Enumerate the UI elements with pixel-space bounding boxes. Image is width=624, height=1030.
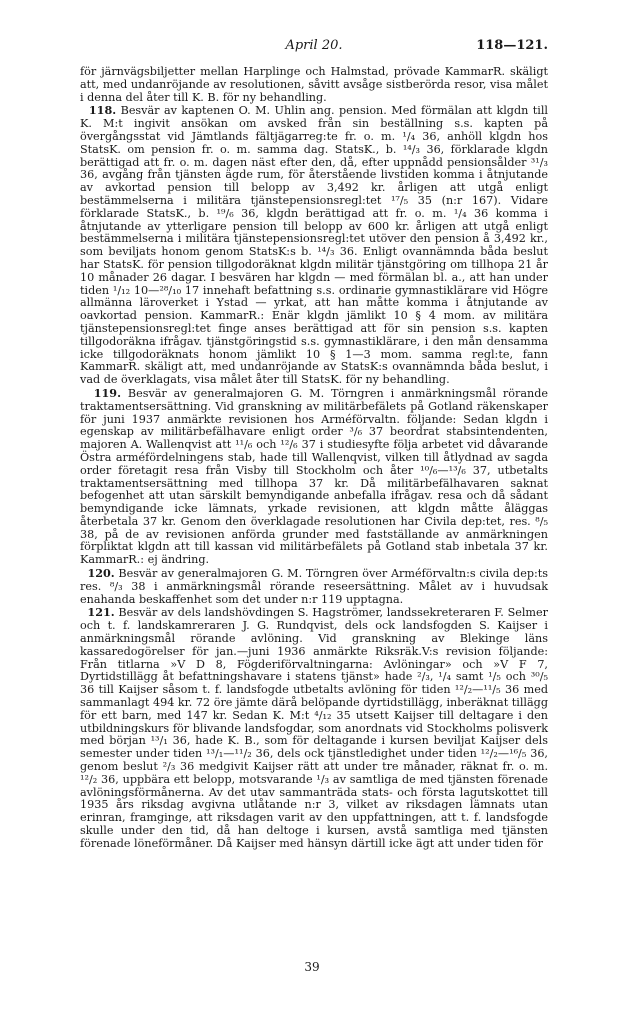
paragraph-118 [80,104,548,387]
paragraph-continued [80,66,548,104]
section-range: 118—121. [476,38,548,53]
page-number: 39 [304,960,320,974]
paragraph-number: 121. [87,605,115,620]
paragraph-121 [80,606,548,850]
paragraph-number: 119. [93,385,121,400]
paragraph-number: 120. [87,566,115,581]
document-body [80,66,548,851]
paragraph-text: Besvär av generalmajoren G. M. Törngren i anmärkningsmål rörande traktamentsersättning. Vid granskning av militärbefälets på Gotland räkenskaper för juni 1937 anmärkte revisionen hos Arméförvaltn. följande: Sedan klgdn i egenskap av militärbefälhavare enligt order ³/₆ 37 beordrat stabsintendenten, majoren A. Wallenqvist att ¹¹/₆ och ¹²/₆ 37 i studiesyfte följa arbetet vid dåvarande Östra arméfördelningens stab, hade till Wallenqvist, vilken till åtlydnad av sagda order företagit resa från Visby till Stockholm och åter ¹⁰/₆—¹³/₆ 37, utbetalts traktamentsersättning med tillhopa 37 kr. Då militärbefälhavaren saknat befogenhet att utan särskilt bemyndigande anbefalla ifrågav. resa och då sådant bemyndigande icke lämnats, yrkade revisionen, att klgdn måtte åläggas återbetala 37 kr. Genom den överklagade resolutionen har Civila dep:tet, res. ⁸/₅ 38, på de av revisionen anförda grunder med fastställande av anmärkningen förpliktat klgdn att till kassan vid militärbefälets på Gotland stab inbetala 37 kr. KammarR.: ej ändring. [80,386,548,567]
paragraph-120 [80,567,548,606]
paragraph-text: Besvär av generalmajoren G. M. Törngren över Arméförvaltn:s civila dep:ts res. ⁸/₃ 38 i anmärkningsmål rörande reseersättning. Målet av i huvudsak enahanda beskaffenhet som det under n:r 119 upptagna. [80,567,548,606]
paragraph-text: Besvär av dels landshövdingen S. Hagströmer, landssekreteraren F. Selmer och t. f. landskamreraren J. G. Rundqvist, dels ock landsfogden S. Kaijser i anmärkningsmål rörande avlöning. Vid granskning av Blekinge läns kassaredogörelser för jan.—juni 1936 anmärkte Riksräk.V:s revision följande: Från titlarna »V D 8, Fögderiförvaltningarna: Avlöningar» och »V F 7, Dyrtidstillägg åt befattningshavare i statens tjänst» hade ²/₃, ¹/₄ samt ¹/₅ och ³⁰/₅ 36 till Kaijser såsom t. f. landsfogde utbetalts avlöning för tiden ¹²/₂—¹¹/₅ 36 med sammanlagt 494 kr. 72 öre jämte därå belöpande dyrtidstillägg, inberäknat tillägg för ett barn, med 147 kr. Sedan K. M:t ⁴/₁₂ 35 utsett Kaijser till deltagare i den utbildningskurs för blivande landsfogdar, som anordnats vid Stockholms polisverk med början ¹³/₁ 36, hade K. B., som för deltagande i kursen beviljat Kaijser dels semester under tiden ¹³/₁—¹¹/₂ 36, dels ock tjänstledighet under tiden ¹²/₂—¹⁶/₅ 36, genom beslut ²/₃ 36 medgivit Kaijser rätt att under tre månader, räknat fr. o. m. ¹²/₂ 36, uppbära ett belopp, motsvarande ¹/₃ av samtliga de med tjänsten förenade avlöningsförmånerna. Av det utav sammanträda stats- och första lagutskottet till 1935 års riksdag avgivna utlåtande n:r 3, vilket av riksdagen lämnats utan erinran, framginge, att riksdagen varit av den uppfattningen, att t. f. landsfogde skulle under den tid, då han deltoge i kursen, avstå samtliga med tjänsten förenade löneförmåner. Då Kaijser med hänsyn därtill icke ägt att under tiden för [80,606,549,850]
paragraph-number: 118. [88,103,117,118]
paragraph-text: Besvär av kaptenen O. M. Uhlin ang. pension. Med förmälan att klgdn till K. M:t ingivit ansökan om avsked från sin beställning s.s. kapten på övergångsstat vid Jämtlands fältjägarreg:te fr. o. m. ¹/₄ 36, anhöll klgdn hos StatsK. om pension fr. o. m. samma dag. StatsK., b. ¹⁴/₃ 36, förklarade klgdn berättigad att fr. o. m. dagen näst efter den, då, efter uppnådd pensionsålder ³¹/₃ 36, avgång från tjänsten ägde rum, för återstående livstiden komma i åtnjutande av avkortad pension till belopp av 3,492 kr. årligen att utgå enligt bestämmelserna i militära tjänstepensionsregl:tet ¹⁷/₅ 35 (n:r 167). Vidare förklarade StatsK., b. ¹⁹/₆ 36, klgdn berättigad att fr. o. m. ¹/₄ 36 komma i åtnjutande av ytterligare pension till belopp av 600 kr. årligen att utgå enligt bestämmelserna i militära tjänstepensionsregl:tet utöver den pension å 3,492 kr., som beviljats honom genom StatsK:s b. ¹⁴/₃ 36. Enligt ovannämnda båda beslut har StatsK. för pension tillgodoräknat klgdn militär tjänstgöring om tillhopa 21 år 10 månader 26 dagar. I besvären har klgdn — med förmälan bl. a., att han under tiden ¹/₁₂ 10—²⁸/₁₀ 17 innehaft befattning s.s. ordinarie gymnastiklärare vid Högre allmänna läroverket i Ystad — yrkat, att han måtte komma i åtnjutande av oavkortad pension. KammarR.: Enär klgdn jämlikt 10 § 4 mom. av militära tjänstepensionsregl:tet finge anses berättigad att för sin pension s.s. kapten tillgodoräkna ifrågav. tjänstgöringstid s.s. gymnastiklärare, i den mån densamma icke tillgodoräknats honom jämlikt 10 § 1—3 mom. samma regl:te, fann KammarR. skäligt att, med undanröjande av StatsK:s ovannämnda båda beslut, i vad de överklagats, visa målet åter till StatsK. för ny behandling. [80,104,548,387]
paragraph-text: för järnvägsbiljetter mellan Harplinge och Halmstad, prövade KammarR. skäligt att, med undanröjande av resolutionen, såvitt avsåge sistberörda resor, visa målet i denna del åter till K. B. för ny behandling. [80,65,548,104]
paragraph-119 [80,387,548,567]
running-head [80,38,548,60]
running-title: April 20. [285,38,343,53]
